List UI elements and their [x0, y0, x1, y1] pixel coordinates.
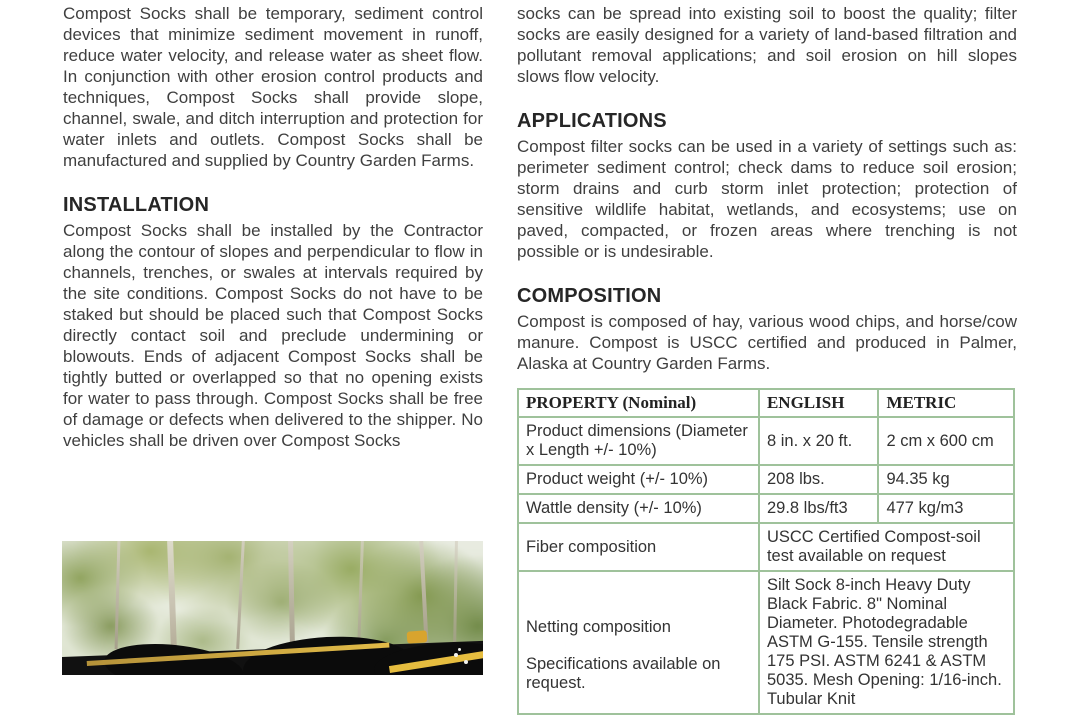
- table-row: [518, 571, 1014, 714]
- spec-table: [517, 388, 1015, 715]
- table-row: [518, 417, 1014, 465]
- right-column: [517, 3, 1017, 715]
- installation-paragraph: Compost Socks shall be installed by the Contractor along the contour of slopes and perpendicular to flow in channels, trenches, or swales at intervals required by the site conditions. Compost Socks do not have to be staked but should be placed such that Compost Socks directly contact soil and preclude undermining or blowouts. Ends of adjacent Compost Socks shall be tightly butted or overlapped so that no opening exists for water to pass through. Compost Socks shall be free of damage or defects when delivered to the shipper. No vehicles shall be driven over Compost Socks: [63, 221, 483, 450]
- property-label: Netting composition: [526, 618, 671, 636]
- cell-english: 8 in. x 20 ft.: [759, 417, 878, 465]
- col-header-metric: METRIC: [878, 389, 1014, 417]
- highlight-speck: [458, 648, 461, 651]
- table-row: [518, 494, 1014, 523]
- table-row: [518, 523, 1014, 571]
- cell-value: Silt Sock 8-inch Heavy Duty Black Fabric. 8" Nominal Diameter. Photodegradable ASTM G-155. Tensile strength 175 PSI. ASTM 6241 & ASTM 5035. Mesh Opening: 1/16-inch. Tubular Knit: [759, 571, 1014, 714]
- installation-heading: INSTALLATION: [63, 194, 210, 216]
- cell-metric: 477 kg/m3: [878, 494, 1014, 523]
- cell-english: 208 lbs.: [759, 465, 878, 494]
- amber-marker-light: [407, 630, 428, 643]
- property-note: Specifications available on request.: [526, 655, 721, 692]
- intro-paragraph: Compost Socks shall be temporary, sediment control devices that minimize sediment movement in runoff, reduce water velocity, and release water as sheet flow. In conjunction with other erosion control products and techniques, Compost Socks shall provide slope, channel, swale, and ditch interruption and protection for water inlets and outlets. Compost Socks shall be manufactured and supplied by Country Garden Farms.: [63, 4, 483, 170]
- applications-paragraph: Compost filter socks can be used in a variety of settings such as: perimeter sediment control; check dams to reduce soil erosion; storm drains and curb storm inlet protection; protection of sensitive wildlife habitat, wetlands, and ecosystems; use on paved, compacted, or frozen areas where trenching is not possible or is undesirable.: [517, 137, 1017, 261]
- highlight-speck: [454, 653, 458, 657]
- cell-property: [518, 571, 759, 714]
- col-header-english: ENGLISH: [759, 389, 878, 417]
- cell-metric: 94.35 kg: [878, 465, 1014, 494]
- cell-property: Fiber composition: [518, 523, 759, 571]
- composition-paragraph: Compost is composed of hay, various wood chips, and horse/cow manure. Compost is USCC certified and produced in Palmer, Alaska at Country Garden Farms.: [517, 312, 1017, 373]
- cell-value: USCC Certified Compost-soil test available on request: [759, 523, 1014, 571]
- cell-property: Wattle density (+/- 10%): [518, 494, 759, 523]
- left-column: [63, 3, 483, 451]
- applications-heading: APPLICATIONS: [517, 110, 667, 132]
- cell-property: Product weight (+/- 10%): [518, 465, 759, 494]
- col-header-property: PROPERTY (Nominal): [518, 389, 759, 417]
- cell-metric: 2 cm x 600 cm: [878, 417, 1014, 465]
- table-row: [518, 465, 1014, 494]
- spec-table-header-row: [518, 389, 1014, 417]
- cell-property: Product dimensions (Diameter x Length +/- 10%): [518, 417, 759, 465]
- composition-heading: COMPOSITION: [517, 285, 662, 307]
- compost-socks-photo: [62, 541, 483, 675]
- benefits-continued-paragraph: socks can be spread into existing soil to boost the quality; filter socks are easily designed for a variety of land-based filtration and pollutant removal applications; and soil erosion on hill slopes slows flow velocity.: [517, 4, 1017, 86]
- cell-english: 29.8 lbs/ft3: [759, 494, 878, 523]
